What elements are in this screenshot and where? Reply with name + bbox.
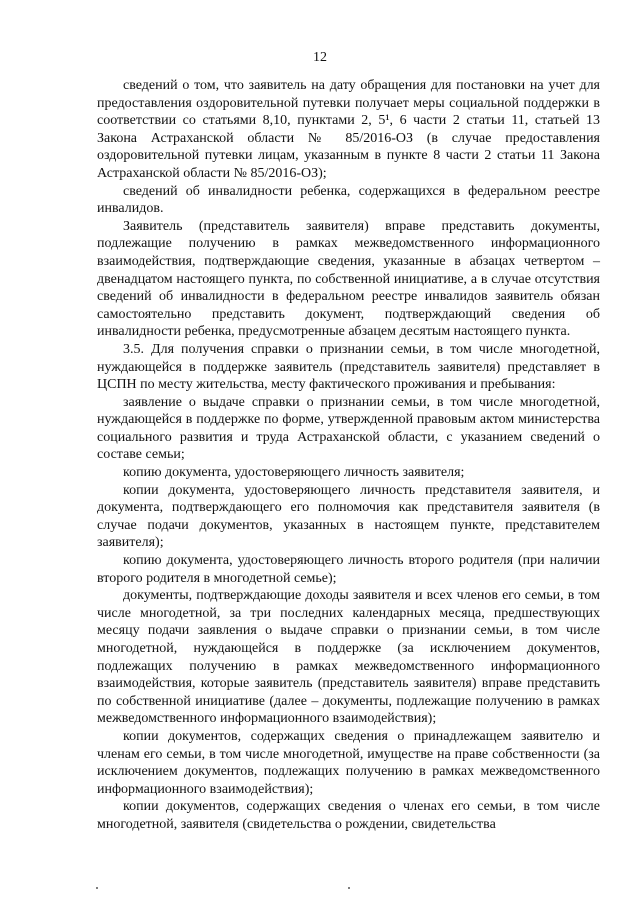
paragraph-applicant-right: Заявитель (представитель заявителя) вправе представить документы, подлежащие получению в рамках межведомственного информационного взаимодействия, подтверждающие сведения, указанные в абзацах четвертом – двенадцатом настоящего пункта, по собственной инициативе, а в случае отсутствия сведений об инвалидности в федеральном реестре инвалидов заявитель обязан самостоятельно представить документ, подтверждающий сведения об инвалидности ребенка, предусмотренные абзацем десятым настоящего пункта. (97, 218, 600, 340)
scan-speck (96, 887, 98, 889)
paragraph-application: заявление о выдаче справки о признании семьи, в том числе многодетной, нуждающейся в поддержке по форме, утвержденной правовым актом министерства социального развития и труда Астраханской области, с указанием сведений о составе семьи; (97, 394, 600, 463)
paragraph-disability-measures-info: сведений о том, что заявитель на дату обращения для постановки на учет для предоставления оздоровительной путевки получает меры социальной поддержки в соответствии со статьями 8,10, пунктами 2, 5¹, 6 части 2 статьи 11, статьей 13 Закона Астраханской области № 85/2016-ОЗ (в случае предоставления оздоровительной путевки лицам, указанным в пункте 8 части 2 статьи 11 Закона Астраханской области № 85/2016-ОЗ); (97, 78, 600, 181)
paragraph-representative-id-copy: копии документа, удостоверяющего личность представителя заявителя, и документа, подтверждающего его полномочия как представителя заявителя (в случае подачи документов, указанных в настоящем пункте, представителем заявителя); (97, 482, 600, 551)
paragraph-family-members-documents: копии документов, содержащих сведения о членах его семьи, в том числе многодетной, заявителя (свидетельства о рождении, свидетельства (97, 799, 600, 832)
paragraph-income-documents: документы, подтверждающие доходы заявителя и всех членов его семьи, в том числе многодетной, за три последних календарных месяца, предшествующих месяцу подачи заявления о выдаче справки о признании семьи, в том числе многодетной, нуждающейся в поддержке (за исключением документов, подлежащих получению в рамках межведомственного информационного взаимодействия, которые заявитель (представитель заявителя) вправе представить по собственной инициативе (далее – документы, подлежащие получению в рамках межведомственного информационного взаимодействия); (97, 588, 600, 727)
page-number: 12 (313, 50, 327, 65)
paragraph-property-documents: копии документов, содержащих сведения о принадлежащем заявителю и членам его семьи, в том числе многодетной, имуществе на праве собственности (за исключением документов, подлежащих получению в рамках межведомственного информационного взаимодействия); (97, 728, 600, 797)
paragraph-disability-registry-info: сведений об инвалидности ребенка, содержащихся в федеральном реестре инвалидов. (97, 183, 600, 217)
paragraph-second-parent-id-copy: копию документа, удостоверяющего личность второго родителя (при наличии второго родителя в многодетной семье); (97, 553, 600, 586)
scan-speck (348, 887, 350, 889)
paragraph-applicant-id-copy: копию документа, удостоверяющего личность заявителя; (123, 465, 465, 481)
document-text (97, 77, 600, 834)
paragraph-section-3-5: 3.5. Для получения справки о признании семьи, в том числе многодетной, нуждающейся в поддержке заявитель (представитель заявителя) представляет в ЦСПН по месту жительства, месту фактического проживания и пребывания: (97, 341, 600, 393)
